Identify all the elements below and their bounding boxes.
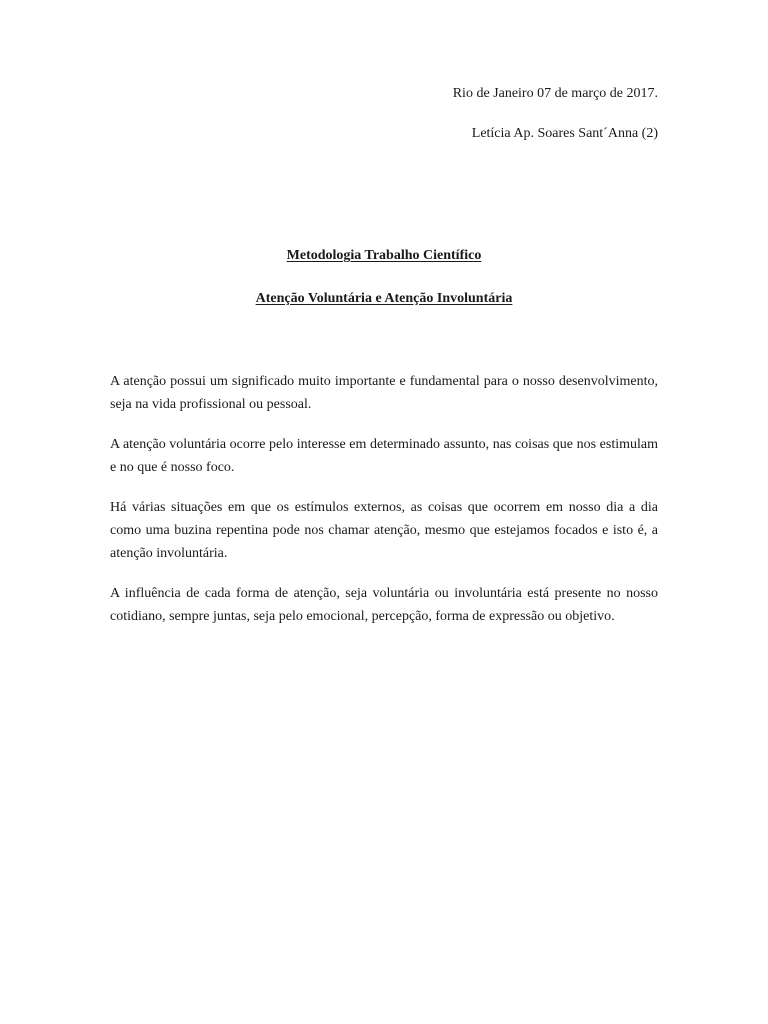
paragraph: A influência de cada forma de atenção, seja voluntária ou involuntária está presente no nosso cotidiano, sempre juntas, seja pelo emocional, percepção, forma de expressão ou objetivo. [110,586,658,624]
sub-title [0,290,768,308]
main-title [0,247,768,265]
paragraph: A atenção possui um significado muito importante e fundamental para o nosso desenvolvimento, seja na vida profissional ou pessoal. [110,374,658,412]
body-text [110,370,658,645]
paragraph: Há várias situações em que os estímulos externos, as coisas que ocorrem em nosso dia a dia como uma buzina repentina pode nos chamar atenção, mesmo que estejamos focados e isto é, a atenção involuntária. [110,500,658,561]
sub-title-text: Atenção Voluntária e Atenção Involuntária [255,291,513,306]
main-title-text: Metodologia Trabalho Científico [286,248,482,263]
paragraph: A atenção voluntária ocorre pelo interesse em determinado assunto, nas coisas que nos estimulam e no que é nosso foco. [110,437,658,475]
author-line: Letícia Ap. Soares Sant´Anna (2) [471,126,658,141]
date-line: Rio de Janeiro 07 de março de 2017. [452,86,658,101]
